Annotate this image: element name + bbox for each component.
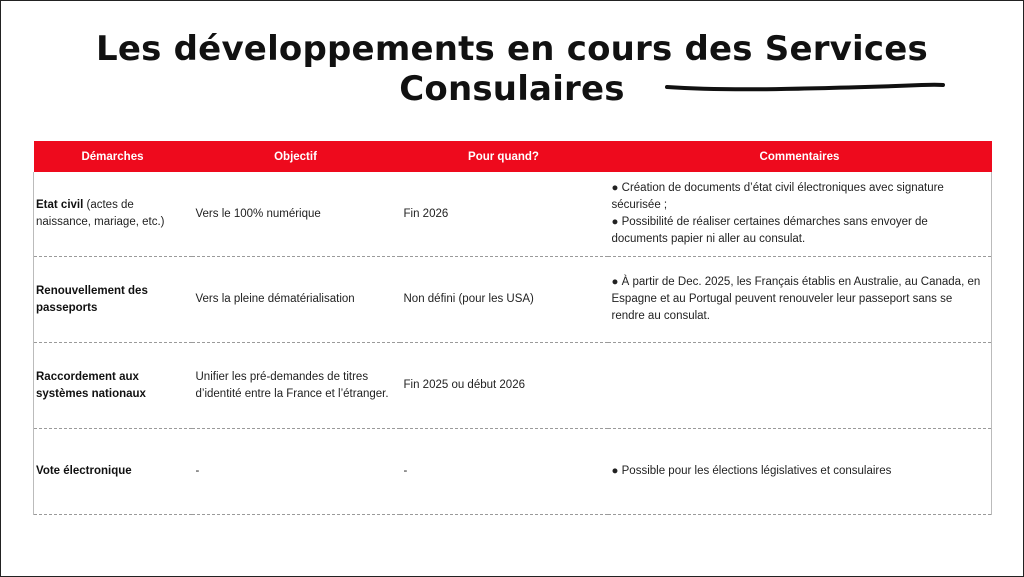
cell-pour-quand: - — [400, 429, 608, 515]
demarche-detail: (actes de naissance, mariage, etc.) — [36, 199, 165, 228]
cell-commentaires — [608, 429, 992, 515]
table-header-row — [34, 141, 992, 172]
cell-pour-quand: Fin 2026 — [400, 172, 608, 257]
header-demarches: Démarches — [34, 141, 192, 172]
cell-commentaires — [608, 257, 992, 343]
cell-objectif: Vers la pleine dématérialisation — [192, 257, 400, 343]
cell-demarche — [34, 343, 192, 429]
slide-title: Les développements en cours des Services Consulaires — [96, 29, 928, 109]
cell-demarche — [34, 429, 192, 515]
header-commentaires: Commentaires — [608, 141, 992, 172]
table-row — [34, 172, 992, 257]
cell-objectif: - — [192, 429, 400, 515]
cell-demarche — [34, 172, 192, 257]
cell-demarche — [34, 257, 192, 343]
cell-pour-quand: Non défini (pour les USA) — [400, 257, 608, 343]
table-row — [34, 343, 992, 429]
demarche-title: Renouvellement des passeports — [36, 284, 148, 314]
comment-bullet: ● Création de documents d’état civil électroniques avec signature sécurisée ; — [611, 182, 944, 211]
services-table — [33, 141, 992, 515]
table-row — [34, 257, 992, 343]
comment-bullet: ● À partir de Dec. 2025, les Français établis en Australie, au Canada, en Espagne et au Portugal peuvent renouveler leur passeport sans se rendre au consulat. — [611, 276, 981, 322]
cell-pour-quand: Fin 2025 ou début 2026 — [400, 343, 608, 429]
header-objectif: Objectif — [192, 141, 400, 172]
header-pour-quand: Pour quand? — [400, 141, 608, 172]
title-underline-stroke — [665, 77, 945, 97]
cell-commentaires — [608, 343, 992, 429]
cell-objectif: Unifier les pré-demandes de titres d’identité entre la France et l’étranger. — [192, 343, 400, 429]
comment-bullet: ● Possible pour les élections législatives et consulaires — [611, 465, 892, 477]
demarche-title: Vote électronique — [36, 465, 132, 477]
demarche-title: Raccordement aux systèmes nationaux — [36, 370, 146, 400]
demarche-title: Etat civil — [36, 199, 84, 211]
cell-objectif: Vers le 100% numérique — [192, 172, 400, 257]
table-row — [34, 429, 992, 515]
comment-bullet: ● Possibilité de réaliser certaines démarches sans envoyer de documents papier ni aller au consulat. — [611, 216, 928, 245]
cell-commentaires — [608, 172, 992, 257]
